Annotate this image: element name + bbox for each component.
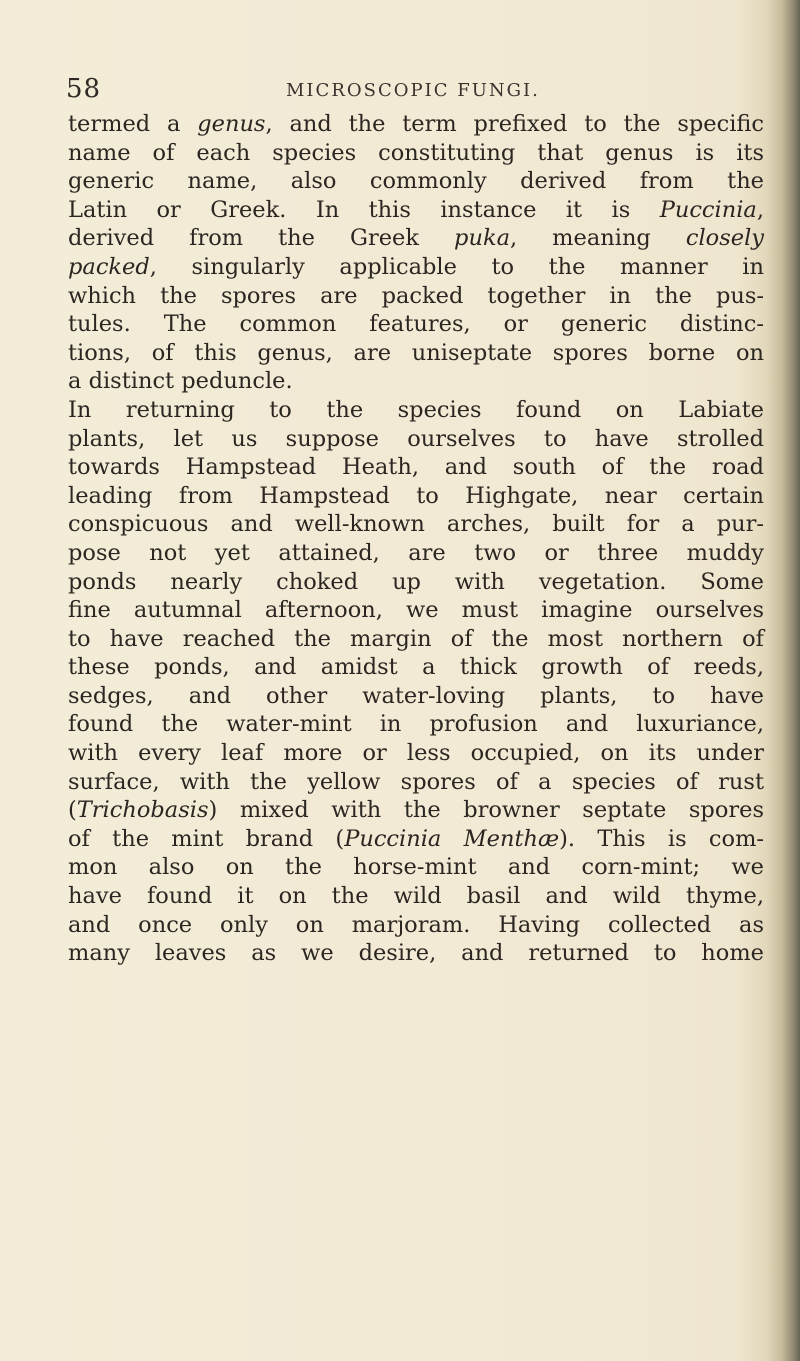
text-line: these ponds, and amidst a thick growth of reeds, xyxy=(68,654,764,681)
text-line: ponds nearly choked up with vegetation. Some xyxy=(68,568,764,595)
text-line: termed a genus, and the term prefixed to the specific xyxy=(68,111,764,137)
text-line: have found it on the wild basil and wild thyme, xyxy=(68,883,764,910)
page-number: 58 xyxy=(66,74,102,104)
text-line: towards Hampstead Heath, and south of the road xyxy=(68,454,764,481)
text-line: many leaves as we desire, and returned to home xyxy=(68,940,764,967)
text-line: mon also on the horse-mint and corn-mint; we xyxy=(68,854,764,881)
text-line: derived from the Greek puka, meaning closely xyxy=(68,225,764,252)
text-line: tions, of this genus, are uniseptate spores borne on xyxy=(68,339,764,366)
text-line: tules. The common features, or generic distinc- xyxy=(68,311,764,338)
text-line: leading from Hampstead to Highgate, near certain xyxy=(68,482,764,509)
text-line: (Trichobasis) mixed with the browner septate spores xyxy=(68,797,764,824)
text-line: fine autumnal afternoon, we must imagine ourselves xyxy=(68,597,764,624)
text-line: a distinct peduncle. xyxy=(68,368,293,395)
text-line: sedges, and other water-loving plants, to have xyxy=(68,682,764,709)
text-line: Latin or Greek. In this instance it is Puccinia, xyxy=(68,196,764,223)
paragraph-start-line: In returning to the species found on Labiate xyxy=(68,396,764,423)
text-line: name of each species constituting that genus is its xyxy=(68,139,764,166)
text-line: generic name, also commonly derived from the xyxy=(68,168,764,195)
text-line: to have reached the margin of the most northern of xyxy=(68,625,764,652)
text-line: of the mint brand (Puccinia Menthæ). This is com- xyxy=(68,825,765,852)
text-line: and once only on marjoram. Having collected as xyxy=(68,911,764,938)
text-line: surface, with the yellow spores of a species of rust xyxy=(68,768,764,795)
text-line: pose not yet attained, are two or three muddy xyxy=(68,539,764,566)
page-edge-shadow xyxy=(766,0,800,1361)
text-line: found the water-mint in profusion and luxuriance, xyxy=(68,711,764,738)
running-head: MICROSCOPIC FUNGI. xyxy=(286,80,540,101)
text-line: packed, singularly applicable to the manner in xyxy=(68,253,764,280)
text-line: which the spores are packed together in the pus- xyxy=(68,282,764,309)
text-line: conspicuous and well-known arches, built for a pur- xyxy=(68,511,764,538)
text-line: plants, let us suppose ourselves to have strolled xyxy=(68,425,764,452)
text-line: with every leaf more or less occupied, on its under xyxy=(68,740,764,767)
body-text xyxy=(68,110,764,968)
